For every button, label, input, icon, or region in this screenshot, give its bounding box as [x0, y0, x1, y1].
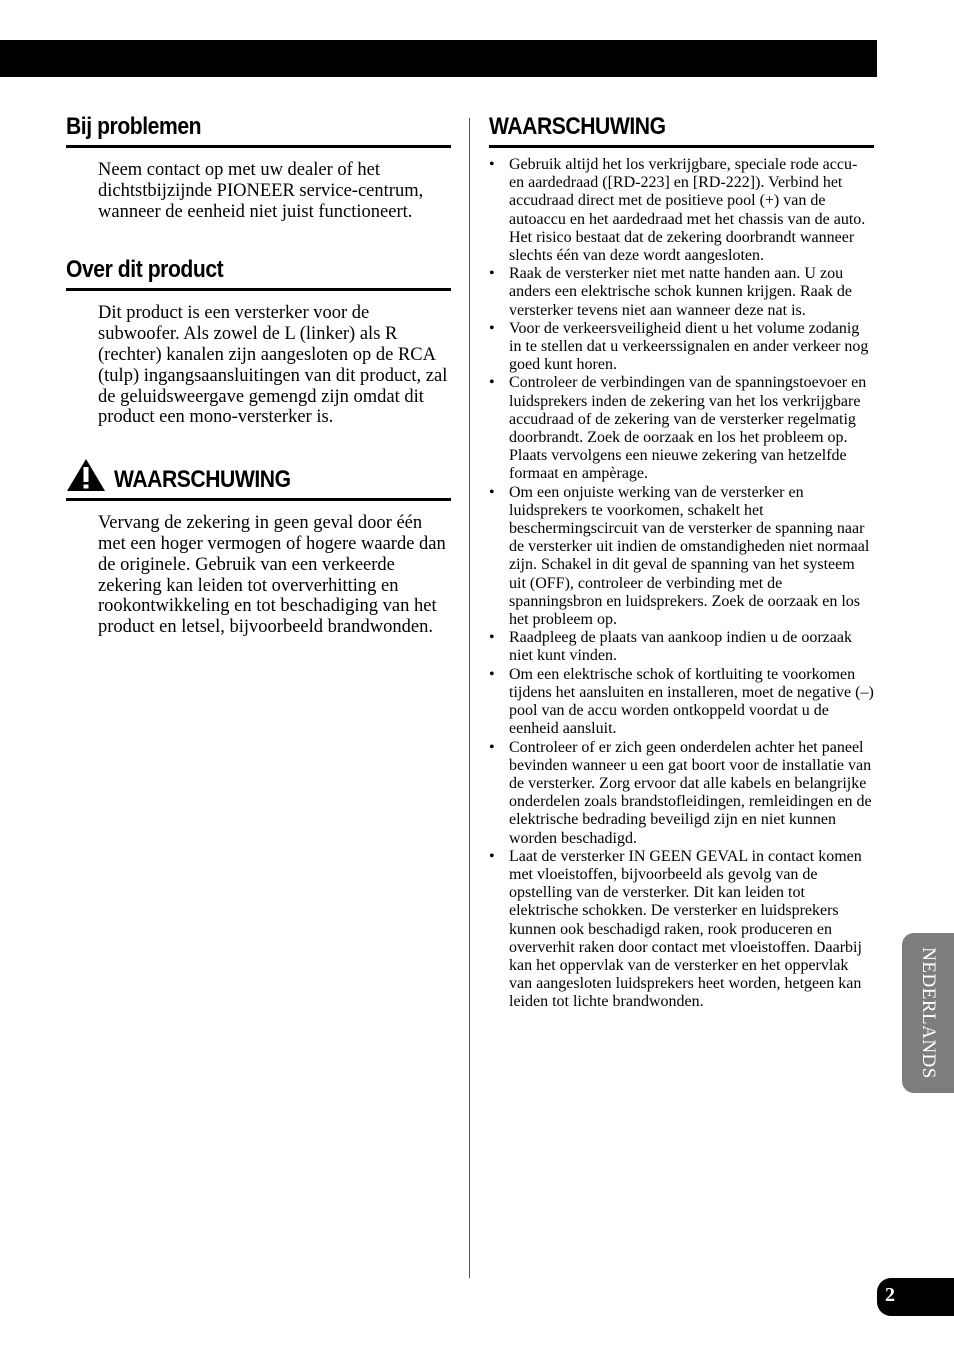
page-number-badge	[877, 1278, 954, 1316]
list-item: • Voor de verkeersveiligheid dient u het volume zodanig in te stellen dat u verkeerssignalen en ander verkeer nog goed kunt horen.	[489, 320, 874, 375]
warning-title: WAARSCHUWING	[489, 113, 666, 140]
column-divider	[469, 118, 470, 1278]
right-column	[489, 112, 874, 1012]
section-bij-problemen	[66, 112, 451, 222]
list-item: • Raadpleeg de plaats van aankoop indien u de oorzaak niet kunt vinden.	[489, 629, 874, 665]
list-item: • Gebruik altijd het los verkrijgbare, speciale rode accu- en aardedraad ([RD-223] en [RD-222]). Verbind het accudraad direct met de positieve pool (+) van de autoaccu en het aardedraad met het chassis van de auto. Het risico bestaat dat de zekering doorbrandt wanneer slechts één van deze wordt aangesloten.	[489, 156, 874, 265]
language-label: NEDERLANDS	[918, 947, 939, 1079]
left-column	[66, 112, 451, 638]
list-item: • Raak de versterker niet met natte handen aan. U zou anders een elektrische schok kunnen krijgen. Raak de versterker tevens niet aan wanneer deze nat is.	[489, 265, 874, 320]
list-item: • Om een elektrische schok of kortluiting te voorkomen tijdens het aansluiten en installeren, moet de negative (–) pool van de accu worden ontkoppeld voordat u de eenheid aansluit.	[489, 666, 874, 739]
list-item: • Laat de versterker IN GEEN GEVAL in contact komen met vloeistoffen, bijvoorbeeld als gevolg van de opstelling van de versterker. Dit kan leiden tot elektrische schokken. De versterker en luidsprekers kunnen ook beschadigd raken, rook produceren en oververhit raken door contact met vloeistoffen. Daarbij kan het oppervlak van de versterker en het oppervlak van aangesloten luidsprekers heet worden, hetgeen kan leiden tot lichte brandwonden.	[489, 848, 874, 1012]
section-text: Vervang de zekering in geen geval door één met een hoger vermogen of hogere waarde dan de originele. Gebruik van een verkeerde zekering kan leiden tot oververhitting en rookontwikkeling en tot beschadiging van het product en letsel, bijvoorbeeld brandwonden.	[98, 513, 446, 638]
warning-triangle-icon	[66, 458, 106, 492]
section-rule	[489, 145, 874, 148]
section-over-dit-product	[66, 255, 451, 428]
section-title: Over dit product	[66, 256, 224, 284]
language-tab	[902, 933, 954, 1093]
section-warning	[66, 458, 451, 638]
header-bar	[0, 40, 877, 77]
list-item: • Controleer de verbindingen van de spanningstoevoer en luidsprekers inden de zekering van het los verkrijgbare accudraad of de zekering van de versterker regelmatig doorbrandt. Zoek de oorzaak en los het probleem op. Plaats vervolgens een nieuwe zekering van hetzelfde formaat en ampèrage.	[489, 374, 874, 483]
list-item: • Om een onjuiste werking van de versterker en luidsprekers te voorkomen, schakelt het beschermingscircuit van de versterker de spanning naar de versterker uit indien de omstandigheden niet normaal zijn. Schakel in dit geval de spanning van het systeem uit (OFF), controleer de verbinding met de spanningsbron en luidsprekers. Zoek de oorzaak en los het probleem op.	[489, 484, 874, 630]
page-number: 2	[885, 1284, 895, 1306]
section-text: Neem contact op met uw dealer of het dichtstbijzijnde PIONEER service-centrum, wanneer de eenheid niet juist functioneert.	[98, 160, 424, 222]
section-text: Dit product is een versterker voor de subwoofer. Als zowel de L (linker) als R (rechter) kanalen zijn aangesloten op de RCA (tulp) ingangsaansluitingen van dit product, zal de geluidsweergave gemengd zijn omdat dit product een mono-versterker is.	[98, 303, 448, 428]
section-rule	[66, 145, 451, 148]
section-rule	[66, 288, 451, 291]
warning-list	[489, 156, 874, 1012]
list-item: • Controleer of er zich geen onderdelen achter het paneel bevinden wanneer u een gat boort voor de installatie van de versterker. Zorg ervoor dat alle kabels en belangrijke onderdelen zoals brandstofleidingen, remleidingen en de elektrische bedrading beveiligd zijn en niet kunnen worden beschadigd.	[489, 739, 874, 848]
section-rule	[66, 498, 451, 501]
section-title: Bij problemen	[66, 113, 202, 140]
section-title: WAARSCHUWING	[114, 466, 291, 494]
warning-heading	[66, 458, 451, 495]
